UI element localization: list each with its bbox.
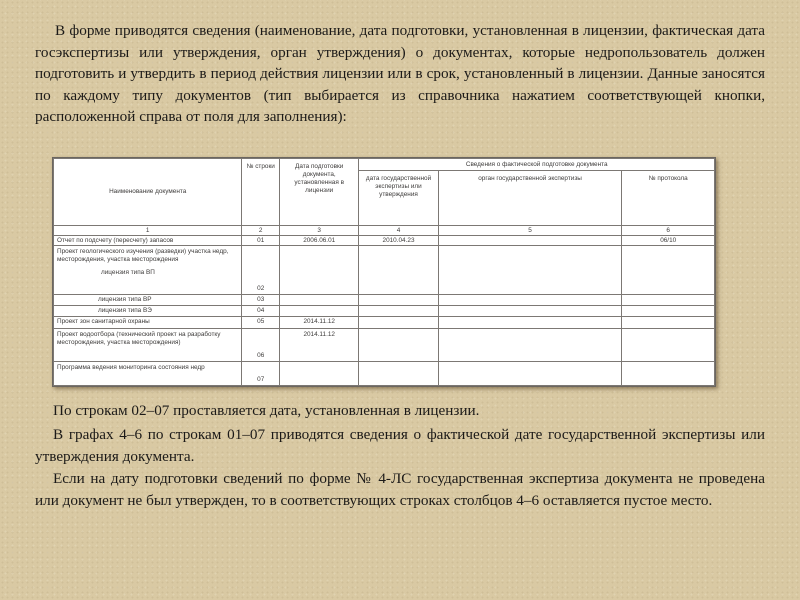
row-prep-date: 2014.11.12 (280, 328, 359, 361)
row-name (54, 246, 242, 294)
row-organ (438, 305, 622, 316)
column-number: 4 (359, 226, 438, 236)
row-exam-date (359, 246, 438, 294)
column-number: 3 (280, 226, 359, 236)
table-row (54, 294, 715, 305)
row-prep-date (280, 305, 359, 316)
row-exam-date (359, 316, 438, 328)
intro-paragraph: В форме приводятся сведения (наименование, дата подготовки, установленная в лицензии, фактическая дата госэкспертизы или утверждения, орган утверждения) о документах, которые недропользователь должен подготовить и утвердить в период действия лицензии или в срок, установленный в лицензии. Данные заносятся по каждому типу документов (тип выбирается из справочника нажатием соответствующей кнопки, расположенной справа от поля для заполнения): (35, 22, 765, 125)
column-number: 6 (622, 226, 715, 236)
table-row (54, 361, 715, 385)
header-protocol-number: № протокола (622, 171, 715, 226)
row-prep-date: 2014.11.12 (280, 316, 359, 328)
row-organ (438, 316, 622, 328)
row-exam-date (359, 328, 438, 361)
row-organ (438, 246, 622, 294)
row-name: Проект водоотбора (технический проект на разработку месторождения, участка месторождения) (54, 328, 242, 361)
row-exam-date (359, 361, 438, 385)
header-exam-date: дата государственной экспертизы или утверждения (359, 171, 438, 226)
row-protocol (622, 246, 715, 294)
row-exam-date (359, 305, 438, 316)
row-prep-date (280, 246, 359, 294)
note-paragraph-1: По строкам 02–07 проставляется дата, установленная в лицензии. (53, 402, 480, 419)
row-protocol (622, 361, 715, 385)
note-paragraph-2: В графах 4–6 по строкам 01–07 приводятся сведения о фактической дате государственной экспертизы или утверждения документа. (35, 426, 765, 465)
header-row-number: № строки (242, 159, 280, 226)
row-prep-date (280, 361, 359, 385)
row-protocol: 06/10 (622, 236, 715, 246)
row-name: Программа ведения мониторинга состояния недр (54, 361, 242, 385)
row-name: Отчет по подсчету (пересчету) запасов (54, 236, 242, 246)
row-sublabel: лицензия типа ВП (101, 269, 155, 277)
row-prep-date (280, 294, 359, 305)
row-exam-date: 2010.04.23 (359, 236, 438, 246)
column-number: 5 (438, 226, 622, 236)
row-organ (438, 328, 622, 361)
column-number: 1 (54, 226, 242, 236)
row-name: лицензия типа ВЭ (54, 305, 242, 316)
header-prep-date: Дата подготовки документа, установленная в лицензии (280, 159, 359, 226)
row-exam-date (359, 294, 438, 305)
row-protocol (622, 294, 715, 305)
row-organ (438, 294, 622, 305)
form-table-image (52, 157, 716, 387)
note-paragraph-3: Если на дату подготовки сведений по форме № 4-ЛС государственная экспертиза документа не проведена или документ не был утвержден, то в соответствующих строках столбцов 4–6 оставляется пустое место. (35, 470, 765, 509)
table-row (54, 305, 715, 316)
row-code: 02 (242, 246, 280, 294)
row-prep-date: 2006.06.01 (280, 236, 359, 246)
row-code: 03 (242, 294, 280, 305)
header-name: Наименование документа (54, 159, 242, 226)
row-code: 07 (242, 361, 280, 385)
row-name-text: Проект геологического изучения (разведки) участка недр, месторождения, участка месторождения (57, 248, 229, 264)
row-organ (438, 236, 622, 246)
row-code: 05 (242, 316, 280, 328)
table-row (54, 236, 715, 246)
row-protocol (622, 316, 715, 328)
column-number: 2 (242, 226, 280, 236)
row-name: лицензия типа ВР (54, 294, 242, 305)
table-row (54, 246, 715, 294)
row-name: Проект зон санитарной охраны (54, 316, 242, 328)
row-protocol (622, 305, 715, 316)
header-organ: орган государственной экспертизы (438, 171, 622, 226)
row-protocol (622, 328, 715, 361)
form-table (53, 158, 715, 386)
row-code: 01 (242, 236, 280, 246)
table-row (54, 316, 715, 328)
row-code: 04 (242, 305, 280, 316)
header-actual-group: Сведения о фактической подготовке документа (359, 159, 715, 171)
row-code: 06 (242, 328, 280, 361)
row-organ (438, 361, 622, 385)
column-number-row (54, 226, 715, 236)
table-row (54, 328, 715, 361)
